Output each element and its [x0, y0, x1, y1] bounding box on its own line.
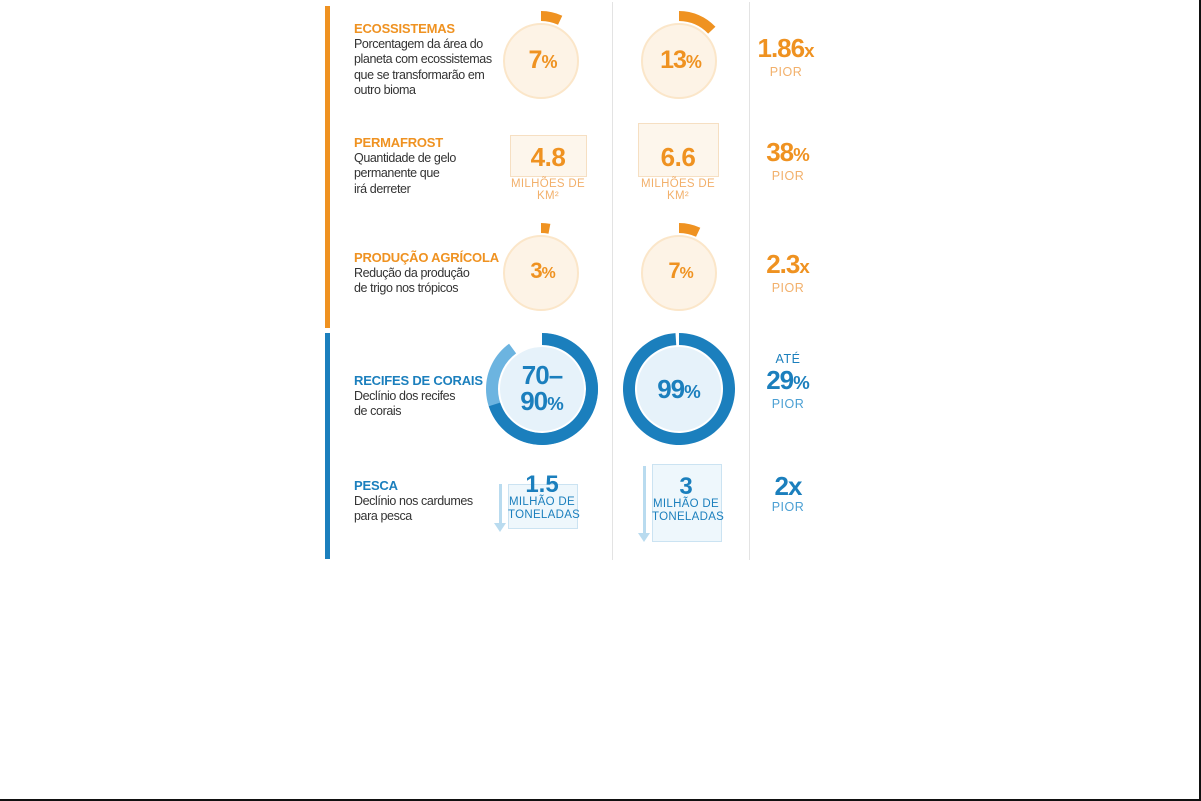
- fishing-desc-line: para pesca: [354, 509, 412, 523]
- fishing-label: [354, 478, 473, 525]
- fishing-desc-line: Declínio nos cardumes: [354, 493, 473, 508]
- permafrost-comparison-value: 38: [766, 137, 794, 167]
- ecosystems-label: [354, 21, 492, 99]
- permafrost-comparison: [743, 138, 833, 183]
- permafrost-label: [354, 135, 456, 197]
- ecosystems-title: ECOSSISTEMAS: [354, 21, 455, 36]
- ecosystems-left-value: 7: [528, 46, 542, 74]
- permafrost-desc-line: Quantidade de gelo: [354, 150, 456, 165]
- percent-sign: %: [541, 52, 558, 72]
- fishing-right-unit: TONELADAS: [652, 511, 725, 523]
- agriculture-right-pie: [639, 218, 723, 312]
- permafrost-left-unit: MILHÕES DE KM²: [511, 178, 585, 202]
- permafrost-comparison-label: PIOR: [771, 169, 805, 183]
- percent-sign: %: [547, 393, 564, 414]
- coral-comparison-prefix: ATÉ: [775, 352, 801, 366]
- ecosystems-left-pie: [501, 6, 585, 100]
- ecosystems-desc-line: planeta com ecossistemas: [354, 52, 492, 66]
- percent-sign: %: [541, 265, 556, 282]
- ecosystems-comparison-label: PIOR: [769, 65, 803, 79]
- fishing-left-block: [494, 470, 584, 534]
- fishing-left-value: 1.5: [525, 471, 559, 498]
- warm-section-bar: [325, 6, 330, 328]
- fishing-right-value: 3: [679, 473, 693, 500]
- permafrost-desc-line: permanente que: [354, 166, 440, 180]
- coral-right-value: 99: [657, 374, 685, 404]
- ecosystems-comparison: [741, 34, 831, 79]
- agriculture-desc-line: de trigo nos trópicos: [354, 281, 459, 295]
- coral-left-ring: [485, 332, 599, 446]
- agriculture-right-value: 7: [668, 258, 680, 283]
- agriculture-desc-line: Redução da produção: [354, 265, 470, 280]
- coral-desc-line: Declínio dos recifes: [354, 388, 456, 403]
- fishing-comparison: [743, 472, 833, 514]
- coral-comparison: [743, 352, 833, 411]
- permafrost-left-block: [500, 132, 596, 202]
- agriculture-comparison-value: 2.3: [766, 249, 800, 279]
- fishing-title: PESCA: [354, 478, 398, 493]
- percent-sign: %: [684, 381, 701, 402]
- fishing-comparison-label: PIOR: [771, 500, 805, 514]
- percent-sign: %: [793, 144, 810, 165]
- ocean-section-bar: [325, 333, 330, 559]
- multiplier-sign: x: [799, 256, 810, 277]
- coral-desc-line: de corais: [354, 404, 402, 418]
- permafrost-left-value: 4.8: [530, 142, 566, 172]
- permafrost-right-value: 6.6: [660, 142, 696, 172]
- ecosystems-desc-line: que se transformarão em: [354, 67, 485, 82]
- coral-title: RECIFES DE CORAIS: [354, 373, 483, 388]
- multiplier-sign: x: [804, 40, 815, 61]
- permafrost-right-unit: MILHÕES DE KM²: [641, 178, 715, 202]
- ecosystems-left-arc: [541, 11, 562, 25]
- percent-sign: %: [685, 52, 702, 72]
- ecosystems-right-value: 13: [660, 46, 686, 74]
- coral-right-ring: [622, 332, 736, 446]
- ecosystems-comparison-value: 1.86: [757, 33, 805, 63]
- agriculture-comparison-label: PIOR: [771, 281, 805, 295]
- down-arrow-icon: [499, 484, 502, 524]
- ecosystems-right-pie: [639, 6, 723, 100]
- fishing-right-unit: MILHÃO DE: [653, 498, 719, 510]
- ecosystems-desc-line: outro bioma: [354, 83, 416, 97]
- percent-sign: %: [679, 265, 694, 282]
- agriculture-left-arc: [541, 223, 550, 234]
- coral-left-value-line1: 70–: [521, 360, 563, 390]
- down-arrow-icon: [643, 466, 646, 534]
- permafrost-title: PERMAFROST: [354, 135, 444, 150]
- fishing-comparison-value: 2x: [774, 471, 802, 501]
- ecosystems-desc-line: Porcentagem da área do: [354, 36, 483, 51]
- fishing-right-block: [638, 462, 728, 544]
- agriculture-left-value: 3: [530, 258, 542, 283]
- column-divider-1: [612, 2, 613, 560]
- agriculture-left-pie: [501, 218, 585, 312]
- coral-label: [354, 373, 483, 420]
- agriculture-comparison: [743, 250, 833, 295]
- agriculture-title: PRODUÇÃO AGRÍCOLA: [354, 250, 499, 265]
- fishing-left-unit: MILHÃO DE: [509, 496, 575, 508]
- percent-sign: %: [793, 372, 810, 393]
- coral-left-value-line2: 90: [520, 386, 548, 416]
- coral-comparison-value: 29: [766, 365, 794, 395]
- permafrost-right-block: [630, 122, 726, 202]
- agriculture-label: [354, 250, 499, 297]
- fishing-left-unit: TONELADAS: [508, 509, 581, 521]
- coral-comparison-label: PIOR: [771, 397, 805, 411]
- agriculture-right-arc: [679, 223, 700, 237]
- permafrost-desc-line: irá derreter: [354, 181, 411, 196]
